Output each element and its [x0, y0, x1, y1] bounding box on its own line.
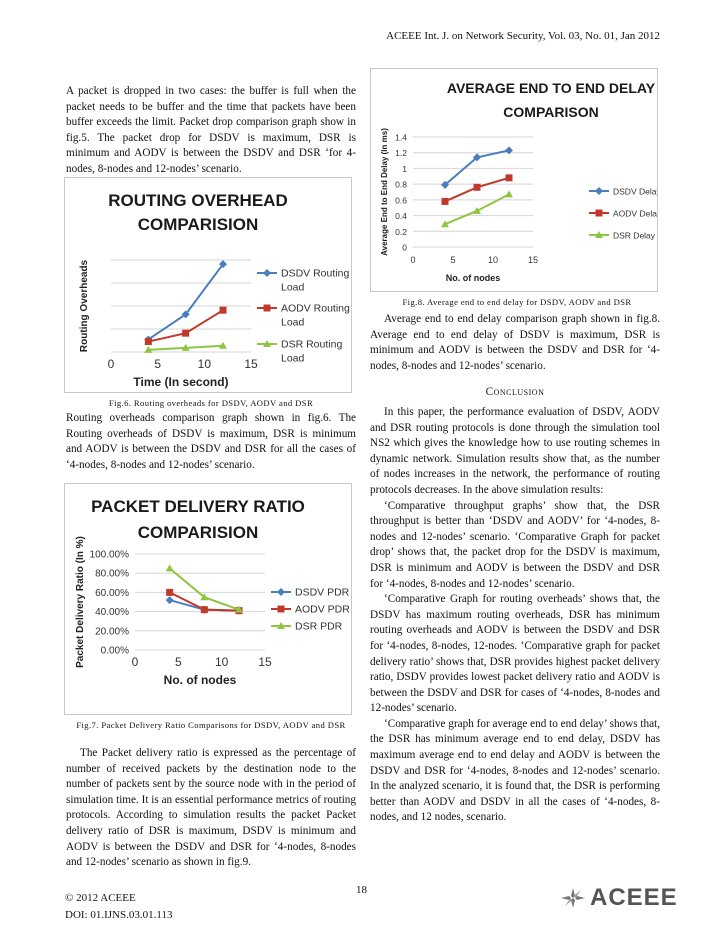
delay-x-tick-label: 10 [487, 255, 499, 265]
fig7-caption: Fig.7. Packet Delivery Ratio Comparisons for DSDV, AODV and DSR [76, 720, 346, 730]
pdr-dsdv-point [166, 596, 174, 604]
routing-legend-aodv-marker [264, 305, 271, 312]
routing-legend-dsr-label: DSR Routing Load [281, 338, 343, 365]
delay-aodv-point [506, 174, 513, 181]
fig6-caption: Fig.6. Routing overheads for DSDV, AODV and DSR [108, 398, 314, 408]
pdr-dsr-point [166, 564, 174, 571]
routing-x-axis-label: Time (In second) [133, 375, 229, 389]
copyright: © 2012 ACEEE [65, 892, 136, 904]
pdr-x-tick-label: 0 [131, 655, 139, 669]
figure-routing-overhead [64, 177, 352, 393]
routing-aodv-point [145, 338, 152, 345]
delay-aodv-point [442, 198, 449, 205]
delay-legend-dsr-label: DSR Delay [613, 230, 656, 241]
delay-y-tick-label: 0.4 [395, 211, 407, 222]
star-burst-icon [560, 887, 586, 909]
pdr-y-tick-label: 60.00% [95, 587, 129, 599]
pdr-y-tick-label: 80.00% [95, 568, 129, 580]
pdr-title-line-2: COMPARISION [137, 523, 259, 542]
pdr-legend-aodv-label: AODV PDR [295, 603, 350, 616]
delay-y-tick-label: 1.4 [395, 132, 407, 143]
delay-y-tick-label: 1 [402, 163, 407, 174]
routing-legend-dsdv-label: DSDV Routing Load [281, 267, 350, 294]
journal-header: ACEEE Int. J. on Network Security, Vol. 03, No. 01, Jan 2012 [386, 30, 660, 42]
delay-aodv-point [474, 184, 481, 191]
delay-x-tick-label: 5 [450, 255, 456, 265]
pdr-x-tick-label: 15 [258, 655, 272, 669]
conclusion-p2: ‘Comparative throughput graphs’ show that, the DSR throughput is better than ‘DSDV and AODV’ for ‘4-nodes, 8-nodes and 12-nodes’ scenario. ‘Comparative Graph for packet drop’ shows that, the packet drop for the DSDV is maximum, DSR is minimum and AODV is between the DSDV and DSR for ‘4-nodes, 8-nodes and 12-nodes’ scenario. [370, 499, 660, 590]
left-paragraph-1: A packet is dropped in two cases: the buffer is full when the packet needs to be buffer and the time that packets have been buffer exceeds the limit. Packet drop comparison graph show in fig.5. The packet drop for DSDV is maximum, DSR is minimum and AODV is between the DSDV and DSR ‘for 4-nodes, 8-nodes and 12-nodes’ scenario. [66, 85, 356, 175]
routing-x-tick-label: 15 [244, 357, 258, 371]
routing-aodv-point [182, 330, 189, 337]
delay-y-tick-label: 0.2 [395, 226, 407, 237]
delay-y-tick-label: 0 [402, 242, 407, 253]
figure-delay [370, 68, 658, 292]
conclusion-body [370, 405, 660, 826]
pdr-x-axis-label: No. of nodes [163, 673, 237, 687]
delay-legend-dsdv-label: DSDV Delay [613, 186, 657, 197]
left-paragraph-2: Routing overheads comparison graph shown in fig.6. The Routing overheads of DSDV is maximum, DSR is minimum and AODV is between the DSDV and DSR for all the cases of ‘4-nodes, 8-nodes and 12-nodes’ scenario. [66, 412, 356, 471]
chart-pdr [65, 484, 351, 714]
conclusion-p4: ‘Comparative graph for average end to end delay’ shows that, the DSR has minimum average end to end delay, DSDV has maximum average end to end delay and AODV is between the DSDV and DSR for ‘4-nodes, 8-nodes and 12-nodes’ scenario. In the analyzed scenario, it is found that, the DSR is performing better than AODV and DSDV in all the cases of ‘4-nodes, 8-nodes, and 12 nodes, scenario. [370, 717, 660, 824]
delay-dsr-point [505, 190, 513, 197]
routing-legend-aodv-label: AODV Routing Load [281, 302, 350, 329]
left-paragraph-3: The Packet delivery ratio is expressed as the percentage of number of received packets by the destination node to the number of packets sent by the source node with in the period of simulation time. It is an essential performance metrics of routing protocols. According to simulation results the packet Packet delivery ratio of DSR is maximum, DSDV is minimum and AODV is between the DSDV and DSR for ‘4-nodes, 8-nodes and 12-nodes’ scenario as shown in fig.9. [66, 747, 356, 869]
routing-x-tick-label: 5 [154, 357, 162, 371]
conclusion-heading: Conclusion [485, 386, 545, 398]
pdr-x-tick-label: 5 [174, 655, 182, 669]
logo-text: ACEEE [590, 884, 678, 911]
pdr-legend-aodv-marker [278, 606, 285, 613]
delay-y-tick-label: 1.2 [395, 148, 407, 159]
pdr-aodv-point [166, 589, 173, 596]
pdr-y-tick-label: 100.00% [89, 549, 129, 561]
delay-y-tick-label: 0.6 [395, 195, 407, 206]
chart-delay [371, 69, 657, 291]
pdr-aodv-point [201, 606, 208, 613]
delay-legend-dsdv-marker [595, 187, 603, 195]
delay-y-tick-label: 0.8 [395, 179, 407, 190]
right-paragraph-1: Average end to end delay comparison graph shown in fig.8. Average end to end delay of DSDV is maximum, DSR is minimum and AODV is between the DSDV and DSR for ‘4-nodes, 8-nodes and 12-nodes’ scenario. [370, 313, 660, 372]
routing-y-axis-label: Routing Overheads [79, 259, 90, 353]
pdr-y-axis-label: Packet Delivery Ratio (In %) [75, 536, 86, 668]
delay-x-tick-label: 0 [410, 255, 416, 265]
fig8-caption: Fig.8. Average end to end delay for DSDV, AODV and DSR [402, 297, 632, 307]
routing-aodv-point [220, 307, 227, 314]
pdr-legend-dsdv-label: DSDV PDR [295, 586, 350, 599]
figure-pdr [64, 483, 352, 715]
pdr-legend-dsr-label: DSR PDR [295, 620, 343, 633]
routing-title-line-1: ROUTING OVERHEAD [108, 191, 288, 210]
routing-title-line-2: COMPARISION [137, 215, 259, 234]
routing-legend-dsdv-marker [263, 269, 271, 277]
conclusion-p3: ‘Comparative Graph for routing overheads’ shows that, the DSDV has maximum routing overheads, DSR has minimum routing overheads and AODV is between the DSDV and DSR for ‘4-nodes, 8-nodes, 12-nodes. ‘Comparative graph for packet delivery ratio’ shows that, DSR provides highest packet delivery ratio, DSDV provides lowest packet delivery ratio and AODV is between the DSDV and DSR for cases of ‘4-nodes, 8-nodes and 12-nodes’ scenario. [370, 593, 660, 715]
delay-legend-aodv-label: AODV Delay [613, 208, 657, 219]
delay-x-axis-label: No. of nodes [445, 273, 501, 283]
doi: DOI: 01.IJNS.03.01.113 [65, 909, 173, 921]
delay-x-tick-label: 15 [527, 255, 539, 265]
footer-left [65, 890, 172, 924]
delay-title-line-1: AVERAGE END TO END DELAY [446, 80, 656, 96]
pdr-y-tick-label: 0.00% [100, 645, 129, 657]
conclusion-p1: In this paper, the performance evaluation of DSDV, AODV and DSR routing protocols is done through the simulation tool NS2 which gives the knowledge how to use routing schemes in dynamic network. Simulation results show that, as the number of nodes increases in the network, the performance of routing protocols decreases. In the above simulation results: [370, 406, 660, 496]
pdr-legend-dsdv-marker [277, 588, 285, 596]
page-number: 18 [356, 884, 367, 896]
routing-x-tick-label: 0 [107, 357, 115, 371]
routing-x-tick-label: 10 [197, 357, 212, 371]
routing-dsdv-line [148, 264, 223, 339]
delay-legend-aodv-marker [596, 210, 603, 217]
delay-title-line-2: COMPARISON [503, 104, 599, 120]
pdr-x-tick-label: 10 [214, 655, 229, 669]
chart-routing-overhead [65, 178, 351, 392]
delay-y-axis-label: Average End to End Delay (In ms) [380, 128, 389, 256]
pdr-title-line-1: PACKET DELIVERY RATIO [91, 497, 305, 516]
pdr-y-tick-label: 40.00% [95, 607, 129, 619]
aceee-logo [560, 884, 678, 912]
pdr-y-tick-label: 20.00% [95, 626, 129, 638]
